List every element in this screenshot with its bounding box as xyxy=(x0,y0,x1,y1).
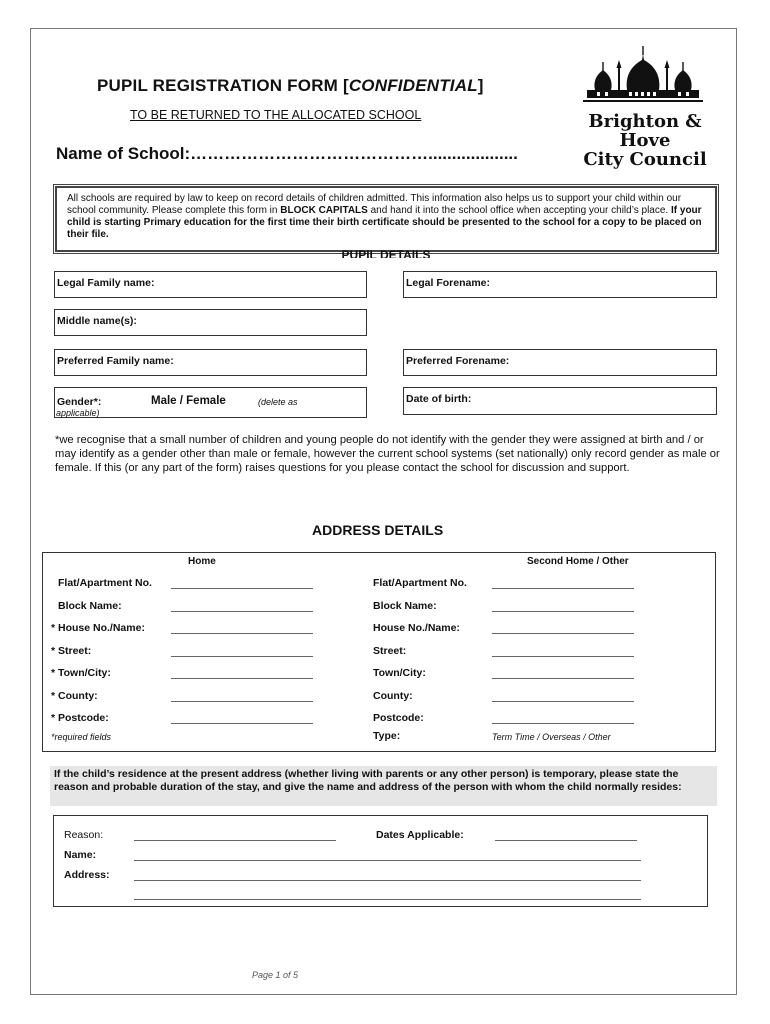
gender-note: *we recognise that a small number of children and young people do not identify with the gender they were assigned at birth and / or may identify as a gender other than male or female, however the current school systems (set nationally) only record gender as male or female. If this (or any part of the form) raises questions for you please contact the school for discussion and support. xyxy=(55,434,720,474)
temporary-residence-note: If the child’s residence at the present address (whether living with parents or any other person) is temporary, please state the reason and probable duration of the stay, and give the name and address of the person with whom the child normally resides: xyxy=(50,766,717,806)
page-number: Page 1 of 5 xyxy=(252,970,299,980)
home-column-heading: Home xyxy=(188,556,216,567)
other-address-input-line[interactable] xyxy=(492,633,634,634)
gender-label: Gender*: xyxy=(57,396,102,408)
address-type-label: Type: xyxy=(373,730,401,742)
address-type-options[interactable]: Term Time / Overseas / Other xyxy=(492,732,611,742)
dates-applicable-label: Dates Applicable: xyxy=(376,829,464,841)
name-input-line[interactable] xyxy=(134,860,641,861)
logo-line-1: Brighton & Hove xyxy=(588,111,702,151)
address-box xyxy=(42,552,716,752)
school-name-field[interactable]: Name of School:……………………………………................... xyxy=(56,144,518,163)
logo-line-2: City Council xyxy=(583,149,707,170)
home-address-label: * County: xyxy=(51,689,98,702)
dates-input-line[interactable] xyxy=(495,840,637,841)
home-address-label: * Street: xyxy=(51,644,92,657)
reason-label: Reason: xyxy=(64,829,104,841)
gender-delete-note-2: applicable) xyxy=(56,408,100,418)
second-home-column-heading: Second Home / Other xyxy=(527,556,629,567)
other-address-input-line[interactable] xyxy=(492,723,634,724)
other-address-label: Street: xyxy=(373,644,407,657)
gender-delete-note: (delete as xyxy=(258,397,298,407)
home-address-input-line[interactable] xyxy=(171,656,313,657)
other-address-label: Flat/Apartment No. xyxy=(373,577,467,589)
address-input-line-1[interactable] xyxy=(134,880,641,881)
brighton-pavilion-logo-icon xyxy=(583,44,703,108)
other-address-input-line[interactable] xyxy=(492,588,634,589)
other-address-input-line[interactable] xyxy=(492,678,634,679)
other-address-label: Town/City: xyxy=(373,667,426,679)
other-address-label: Postcode: xyxy=(373,712,424,724)
gender-options[interactable]: Male / Female xyxy=(151,395,226,407)
other-address-input-line[interactable] xyxy=(492,611,634,612)
home-address-input-line[interactable] xyxy=(171,588,313,589)
home-address-label: * Postcode: xyxy=(51,712,109,724)
home-address-input-line[interactable] xyxy=(171,611,313,612)
form-title: PUPIL REGISTRATION FORM [CONFIDENTIAL] xyxy=(97,76,484,95)
council-logo-text xyxy=(560,112,730,169)
home-address-input-line[interactable] xyxy=(171,678,313,679)
notice-box: All schools are required by law to keep on record details of children admitted. This information also helps us to support your child within our school community. Please complete this form in BLOCK CAPITALS and hand it into the school office when accepting your child’s place. If your child is starting Primary education for the first time their birth certificate should be presented to the school for a copy to be placed on their file. xyxy=(55,186,717,252)
legal-family-name-field[interactable]: Legal Family name: xyxy=(54,271,367,298)
other-address-input-line[interactable] xyxy=(492,656,634,657)
legal-forename-field[interactable]: Legal Forename: xyxy=(403,271,717,298)
form-subtitle: TO BE RETURNED TO THE ALLOCATED SCHOOL xyxy=(130,108,422,122)
other-address-label: Block Name: xyxy=(373,599,437,612)
home-address-label: Block Name: xyxy=(58,599,122,612)
other-address-label: County: xyxy=(373,689,413,702)
other-address-input-line[interactable] xyxy=(492,701,634,702)
home-address-label: * Town/City: xyxy=(51,667,111,679)
preferred-forename-field[interactable]: Preferred Forename: xyxy=(403,349,717,376)
address-details-heading: ADDRESS DETAILS xyxy=(312,522,444,538)
other-address-label: House No./Name: xyxy=(373,622,460,634)
reason-input-line[interactable] xyxy=(134,840,336,841)
pupil-details-heading: PUPIL DETAILS xyxy=(341,250,431,258)
date-of-birth-field[interactable]: Date of birth: xyxy=(403,387,717,415)
name-label: Name: xyxy=(64,849,97,861)
required-fields-note: *required fields xyxy=(51,732,112,742)
home-address-label: Flat/Apartment No. xyxy=(58,577,152,589)
gender-field[interactable] xyxy=(54,387,367,418)
home-address-input-line[interactable] xyxy=(171,723,313,724)
preferred-family-name-field[interactable]: Preferred Family name: xyxy=(54,349,367,376)
home-address-label: * House No./Name: xyxy=(51,622,145,634)
middle-names-field[interactable]: Middle name(s): xyxy=(54,309,367,336)
temporary-residence-box xyxy=(53,815,708,907)
home-address-input-line[interactable] xyxy=(171,633,313,634)
address-label: Address: xyxy=(64,869,110,881)
home-address-input-line[interactable] xyxy=(171,701,313,702)
address-input-line-2[interactable] xyxy=(134,899,641,900)
